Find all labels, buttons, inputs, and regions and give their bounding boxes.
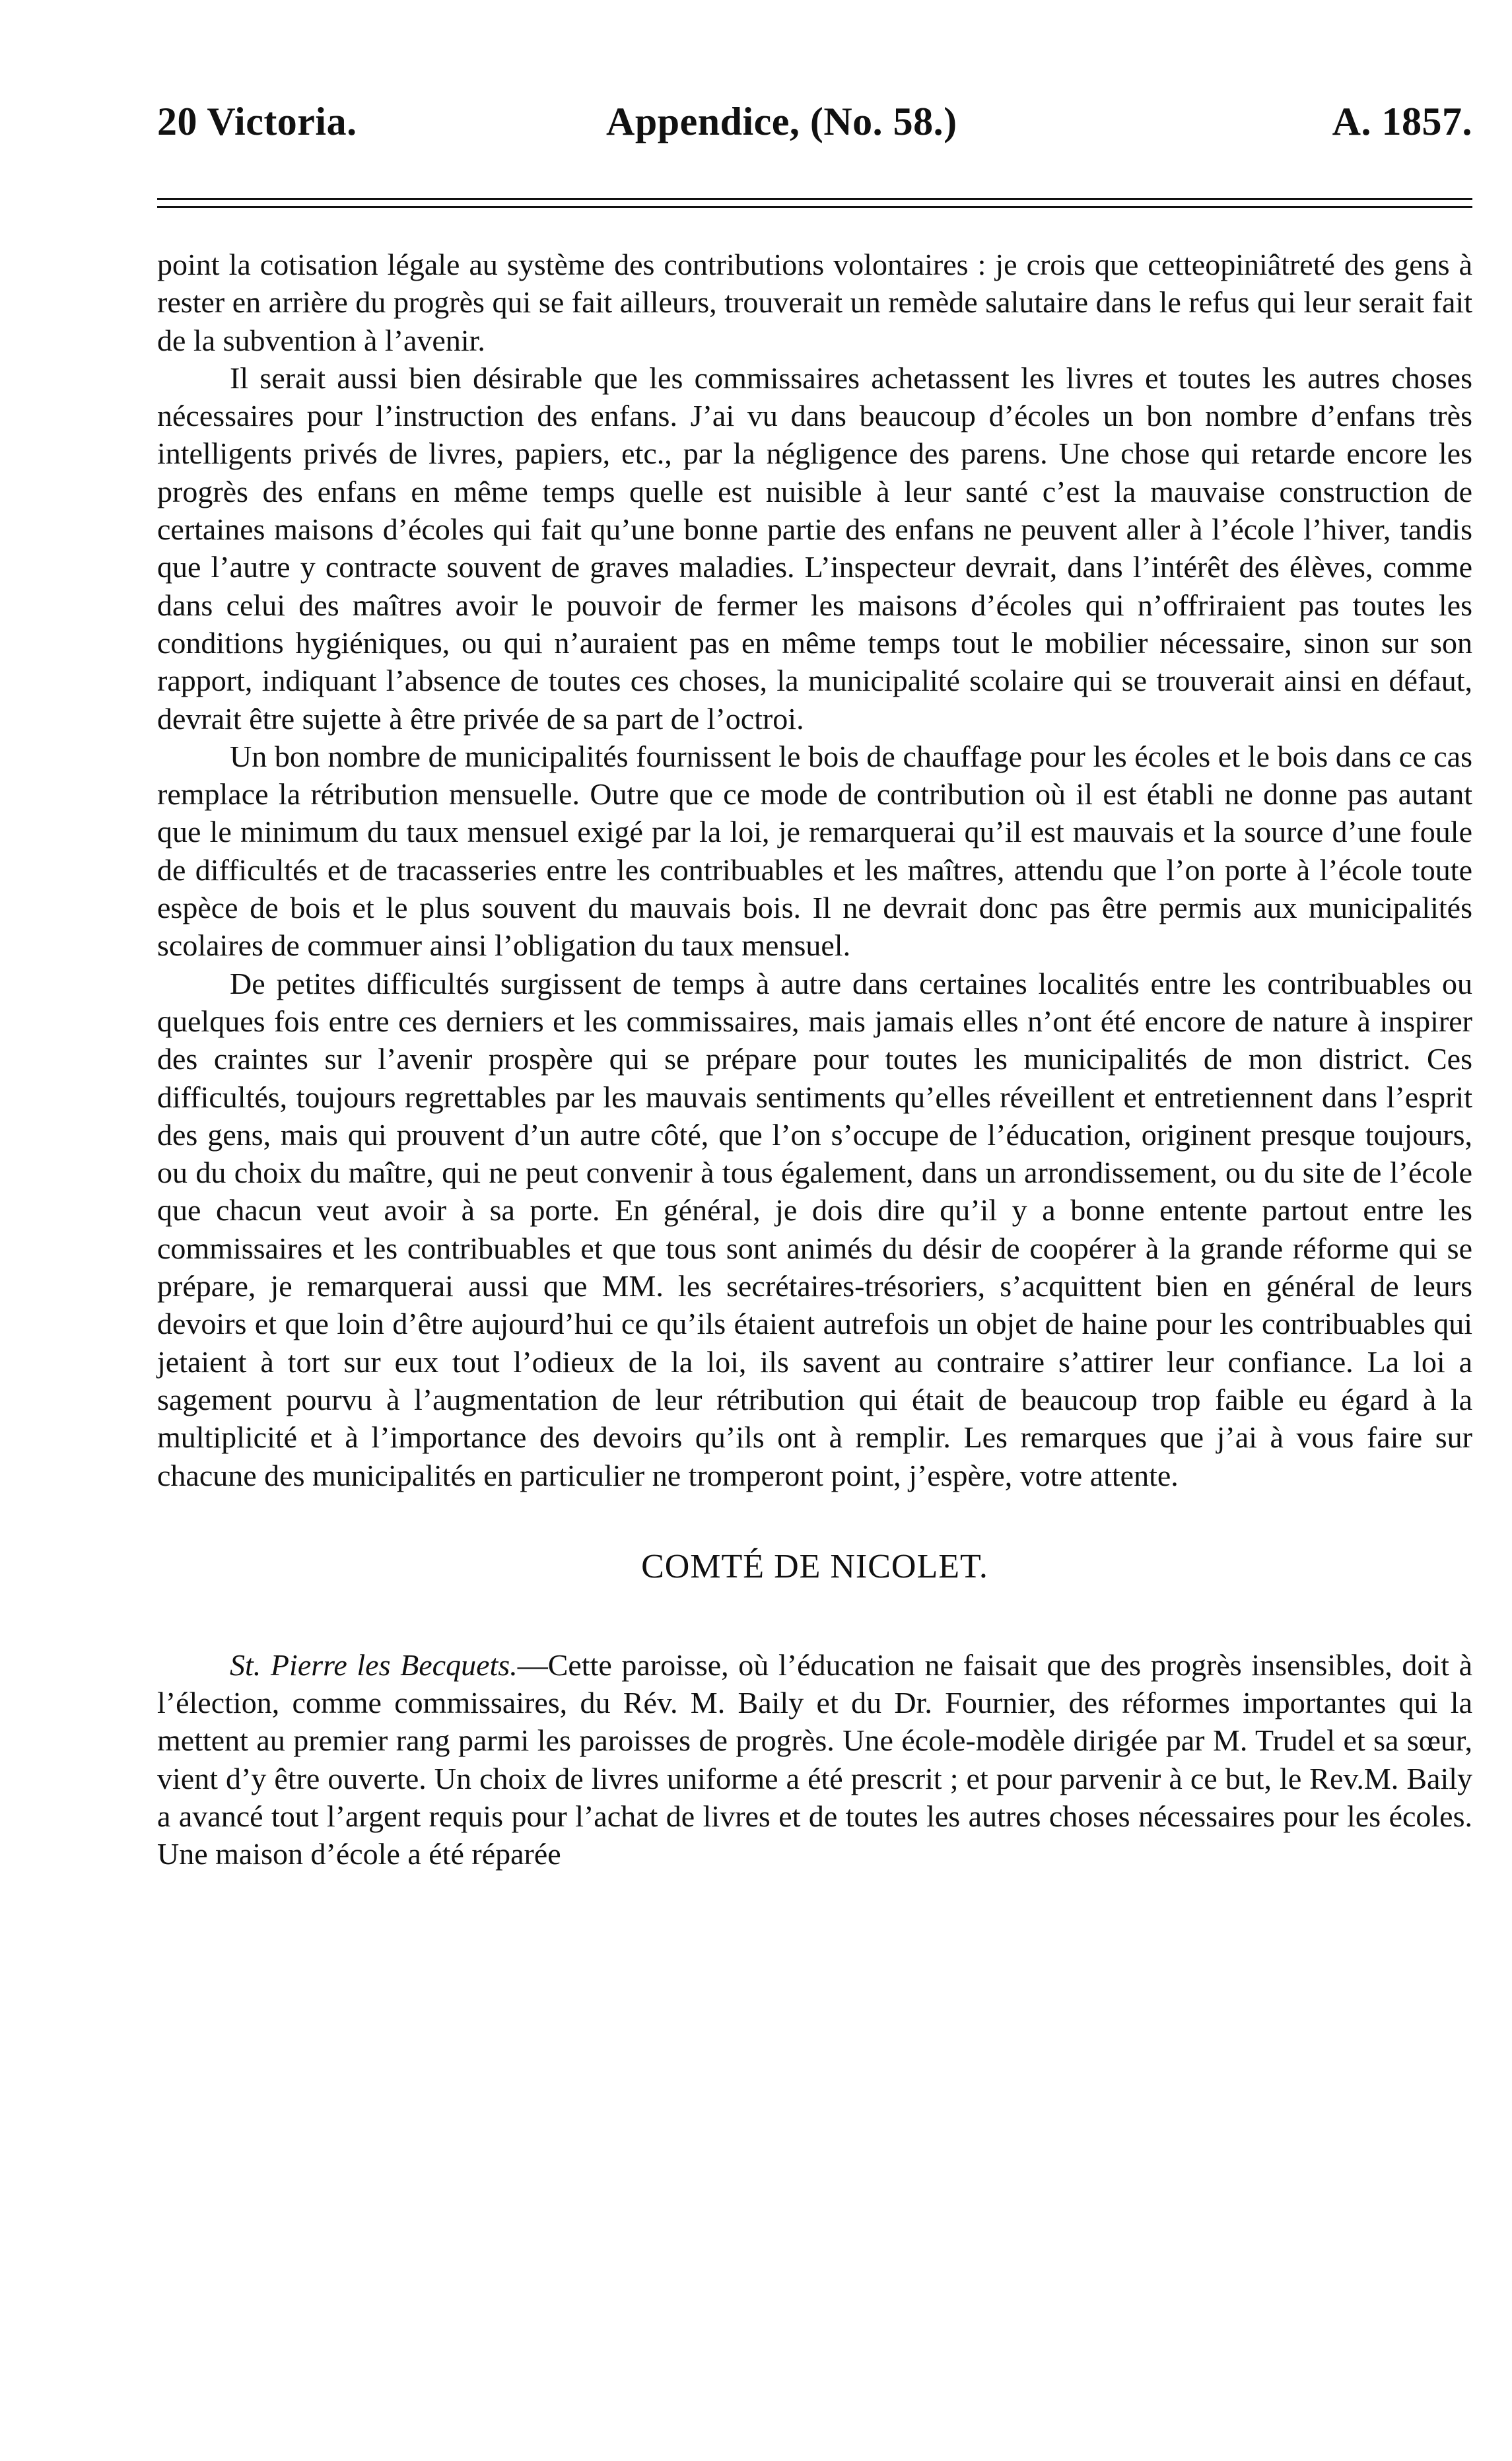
header-double-rule [157, 198, 1472, 211]
section-paragraph [157, 1646, 1472, 1873]
section-title: COMTÉ DE NICOLET. [641, 1547, 988, 1585]
paragraph: Il serait aussi bien désirable que les commissaires achetassent les livres et toutes les autres choses nécessaires pour l’instruction des enfans. J’ai vu dans beaucoup d’écoles un bon nombre d’enfans très intelligents privés de livres, papiers, etc., par la négligence des parens. Une chose qui retarde encore les progrès des enfans en même temps quelle est nuisible à leur santé c’est la mauvaise construction de certaines maisons d’écoles qui fait qu’une bonne partie des enfans ne peuvent aller à l’école l’hiver, tandis que l’autre y contracte souvent de graves maladies. L’inspecteur devrait, dans l’intérêt des élèves, comme dans celui des maîtres avoir le pouvoir de fermer les maisons d’écoles qui n’offriraient pas toutes les conditions hygiéniques, ou qui n’auraient pas en même temps tout le mobilier nécessaire, sinon sur son rapport, indiquant l’absence de toutes ces choses, la municipalité scolaire qui se trouverait ainsi en défaut, devrait être sujette à être privée de sa part de l’octroi. [157, 361, 1472, 736]
paragraph: Un bon nombre de municipalités fournissent le bois de chauffage pour les écoles et le bois dans ce cas remplace la rétribution mensuelle. Outre que ce mode de contribution où il est établi ne donne pas autant que le minimum du taux mensuel exigé par la loi, je remarquerai qu’il est mauvais et la source d’une foule de difficultés et de tracasseries entre les contribuables et les maîtres, attendu que l’on porte à l’école toute espèce de bois et le plus souvent du mauvais bois. Il ne devrait donc pas être permis aux municipalités scolaires de commuer ainsi l’obligation du taux mensuel. [157, 739, 1472, 963]
paragraph: point la cotisation légale au système des contributions volontaires : je crois que cetteopiniâtreté des gens à rester en arrière du progrès qui se fait ailleurs, trouverait un remède salutaire dans le refus qui leur serait fait de la subvention à l’avenir. [157, 248, 1472, 357]
rule-line [157, 206, 1472, 208]
header-title: Appendice, (No. 58.) [606, 100, 957, 143]
section-heading-block [157, 1494, 1472, 1646]
running-header [157, 99, 1472, 158]
header-volume: 20 Victoria. [157, 100, 357, 143]
header-year: A. 1857. [1332, 100, 1472, 143]
paragraph-lead: St. Pierre les Becquets. [230, 1647, 518, 1682]
body-text [157, 246, 1472, 1873]
paragraph-text: —Cette paroisse, où l’éducation ne faisait que des progrès insensibles, doit à l’élection, comme commissaires, du Rév. M. Baily et du Dr. Fournier, des réformes importantes qui la mettent au premier rang parmi les paroisses de progrès. Une école-modèle dirigée par M. Trudel et sa sœur, vient d’y être ouverte. Un choix de livres uniforme a été prescrit ; et pour parvenir à ce but, le Rev.M. Baily a avancé tout l’argent requis pour l’achat de livres et de toutes les autres choses nécessaires pour les écoles. Une maison d’école a été réparée [157, 1647, 1472, 1871]
rule-line [157, 198, 1472, 200]
paragraph: De petites difficultés surgissent de temps à autre dans certaines localités entre les contribuables ou quelques fois entre ces derniers et les commissaires, mais jamais elles n’ont été encore de nature à inspirer des craintes sur l’avenir prospère qui se prépare pour toutes les municipalités de mon district. Ces difficultés, toujours regrettables par les mauvais sentiments qu’elles réveillent et entretiennent dans l’esprit des gens, mais qui prouvent d’un autre côté, que l’on s’occupe de l’éducation, originent presque toujours, ou du choix du maître, qui ne peut convenir à tous également, dans un arrondissement, ou du site de l’école que chacun veut avoir à sa porte. En général, je dois dire qu’il y a bonne entente partout entre les commissaires et les contribuables et que tous sont animés du désir de coopérer à la grande réforme qui se prépare, je remarquerai aussi que MM. les secrétaires-trésoriers, s’acquittent bien en général de leurs devoirs et que loin d’être aujourd’hui ce qu’ils étaient autrefois un objet de haine pour les contribuables qui jetaient à tort sur eux tout l’odieux de la loi, ils savent au contraire s’attirer leur confiance. La loi a sagement pourvu à l’augmentation de leur rétribution qui était de beaucoup trop faible eu égard à la multiplicité et à l’importance des devoirs qu’ils ont à remplir. Les remarques que j’ai à vous faire sur chacune des municipalités en particulier ne tromperont point, j’espère, votre attente. [157, 966, 1472, 1492]
